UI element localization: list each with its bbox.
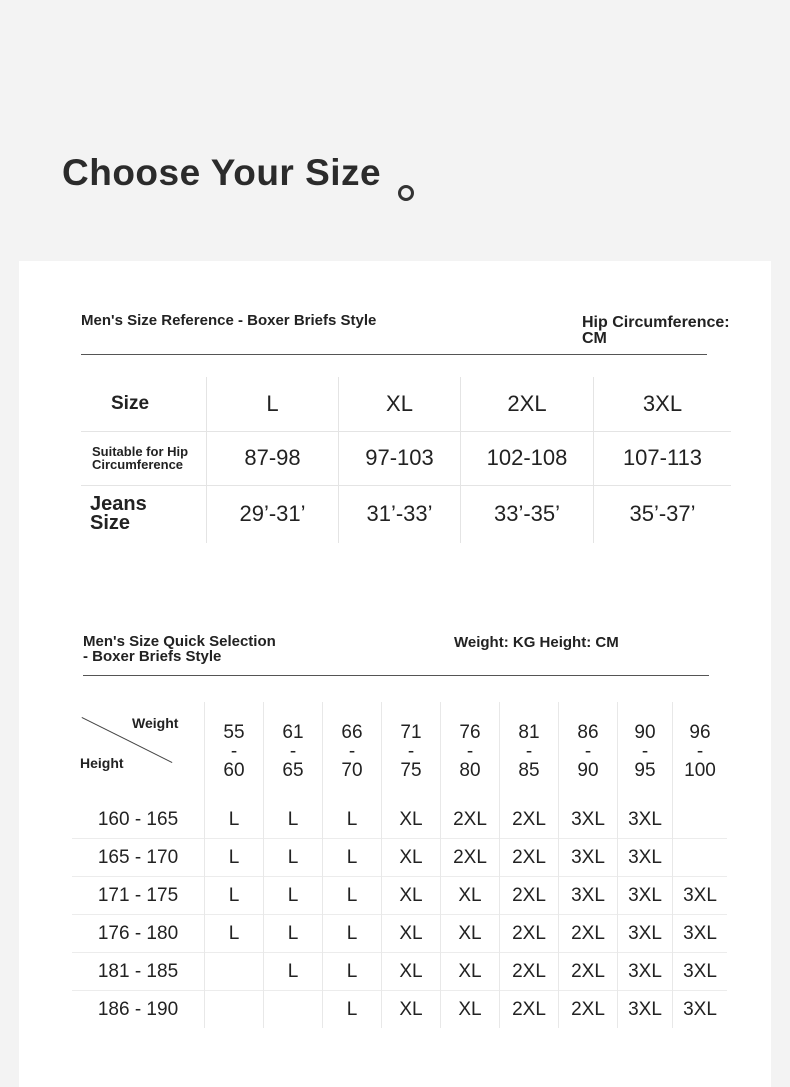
- hip-circumference-row: [81, 431, 731, 485]
- ring-icon: [398, 185, 414, 201]
- size-cell: [205, 953, 264, 991]
- height-range-cell: 181 - 185: [72, 953, 205, 991]
- size-cell: L: [264, 953, 323, 991]
- size-cell: XL: [441, 991, 500, 1029]
- size-cell: XL: [382, 991, 441, 1029]
- size-cell: 3XL: [618, 801, 673, 839]
- row-label-jeans: Jeans Size: [81, 485, 207, 543]
- weight-range-cell: 76 - 80: [441, 702, 500, 801]
- size-cell: 2XL: [500, 953, 559, 991]
- weight-range-cell: 81 - 85: [500, 702, 559, 801]
- header-cell: XL: [339, 377, 461, 431]
- size-cell: L: [323, 991, 382, 1029]
- size-cell: [205, 991, 264, 1029]
- size-cell: XL: [382, 915, 441, 953]
- size-cell: L: [205, 915, 264, 953]
- size-cell: XL: [382, 877, 441, 915]
- size-cell: XL: [441, 953, 500, 991]
- size-cell: [673, 801, 728, 839]
- value-cell: 102-108: [461, 431, 594, 485]
- size-cell: 2XL: [441, 839, 500, 877]
- size-reference-divider: [81, 354, 707, 355]
- size-chart-card: [19, 261, 771, 1087]
- weight-range-cell: 61 - 65: [264, 702, 323, 801]
- size-cell: L: [205, 877, 264, 915]
- weight-range-cell: 90 - 95: [618, 702, 673, 801]
- size-cell: 3XL: [618, 915, 673, 953]
- size-reference-table: [81, 377, 731, 543]
- weight-axis-label: Weight: [132, 715, 179, 731]
- size-cell: L: [205, 801, 264, 839]
- value-cell: 87-98: [207, 431, 339, 485]
- size-cell: [264, 991, 323, 1029]
- size-cell: 3XL: [559, 877, 618, 915]
- size-cell: XL: [441, 915, 500, 953]
- height-range-cell: 186 - 190: [72, 991, 205, 1029]
- size-cell: L: [323, 953, 382, 991]
- size-cell: 3XL: [673, 877, 728, 915]
- height-row: [72, 915, 727, 953]
- size-cell: 3XL: [673, 991, 728, 1029]
- weight-header-row: [72, 702, 727, 801]
- size-cell: 2XL: [559, 915, 618, 953]
- weight-range-cell: 55 - 60: [205, 702, 264, 801]
- size-cell: L: [323, 839, 382, 877]
- quick-selection-title: Men's Size Quick Selection - Boxer Briefs Style: [83, 633, 276, 665]
- size-cell: L: [323, 801, 382, 839]
- size-reference-title: Men's Size Reference - Boxer Briefs Style: [81, 312, 377, 329]
- height-row: [72, 991, 727, 1029]
- size-cell: 3XL: [559, 801, 618, 839]
- size-cell: 2XL: [500, 839, 559, 877]
- size-cell: 2XL: [500, 877, 559, 915]
- size-cell: L: [205, 839, 264, 877]
- size-cell: 3XL: [618, 839, 673, 877]
- height-range-cell: 171 - 175: [72, 877, 205, 915]
- value-cell: 29’-31’: [207, 485, 339, 543]
- height-range-cell: 165 - 170: [72, 839, 205, 877]
- value-cell: 107-113: [594, 431, 732, 485]
- quick-selection-unit-note: Weight: KG Height: CM: [454, 634, 619, 651]
- height-range-cell: 176 - 180: [72, 915, 205, 953]
- header-cell-size: Size: [111, 392, 150, 414]
- size-cell: 2XL: [500, 991, 559, 1029]
- size-cell: 2XL: [500, 915, 559, 953]
- value-cell: 31’-33’: [339, 485, 461, 543]
- weight-range-cell: 86 - 90: [559, 702, 618, 801]
- weight-range-cell: 96 - 100: [673, 702, 728, 801]
- size-cell: 2XL: [559, 953, 618, 991]
- size-cell: XL: [382, 839, 441, 877]
- size-cell: 3XL: [618, 953, 673, 991]
- size-cell: L: [323, 877, 382, 915]
- size-cell: [673, 839, 728, 877]
- weight-range-cell: 71 - 75: [382, 702, 441, 801]
- corner-cell: [72, 702, 205, 801]
- value-cell: 97-103: [339, 431, 461, 485]
- size-cell: L: [264, 839, 323, 877]
- page-title: Choose Your Size: [62, 152, 382, 193]
- header-cell: 3XL: [594, 377, 732, 431]
- size-cell: L: [323, 915, 382, 953]
- size-cell: L: [264, 915, 323, 953]
- weight-range-cell: 66 - 70: [323, 702, 382, 801]
- size-cell: L: [264, 801, 323, 839]
- size-cell: 3XL: [673, 915, 728, 953]
- size-cell: 3XL: [618, 877, 673, 915]
- size-cell: L: [264, 877, 323, 915]
- size-cell: XL: [382, 801, 441, 839]
- size-reference-header-row: [81, 377, 731, 431]
- height-row: [72, 877, 727, 915]
- size-cell: XL: [382, 953, 441, 991]
- size-cell: 3XL: [618, 991, 673, 1029]
- header-cell: L: [207, 377, 339, 431]
- row-label-hip: Suitable for Hip Circumference: [81, 431, 207, 485]
- height-axis-label: Height: [80, 755, 124, 771]
- size-cell: XL: [441, 877, 500, 915]
- header-cell: 2XL: [461, 377, 594, 431]
- height-row: [72, 801, 727, 839]
- value-cell: 35’-37’: [594, 485, 732, 543]
- quick-selection-table: [72, 702, 727, 1028]
- height-row: [72, 953, 727, 991]
- jeans-size-row: [81, 485, 731, 543]
- size-cell: 3XL: [559, 839, 618, 877]
- value-cell: 33’-35’: [461, 485, 594, 543]
- height-row: [72, 839, 727, 877]
- size-reference-unit-note: Hip Circumference: CM: [582, 314, 730, 347]
- quick-selection-divider: [83, 675, 709, 676]
- size-cell: 2XL: [559, 991, 618, 1029]
- size-cell: 3XL: [673, 953, 728, 991]
- size-cell: 2XL: [500, 801, 559, 839]
- height-range-cell: 160 - 165: [97, 808, 179, 830]
- size-cell: 2XL: [441, 801, 500, 839]
